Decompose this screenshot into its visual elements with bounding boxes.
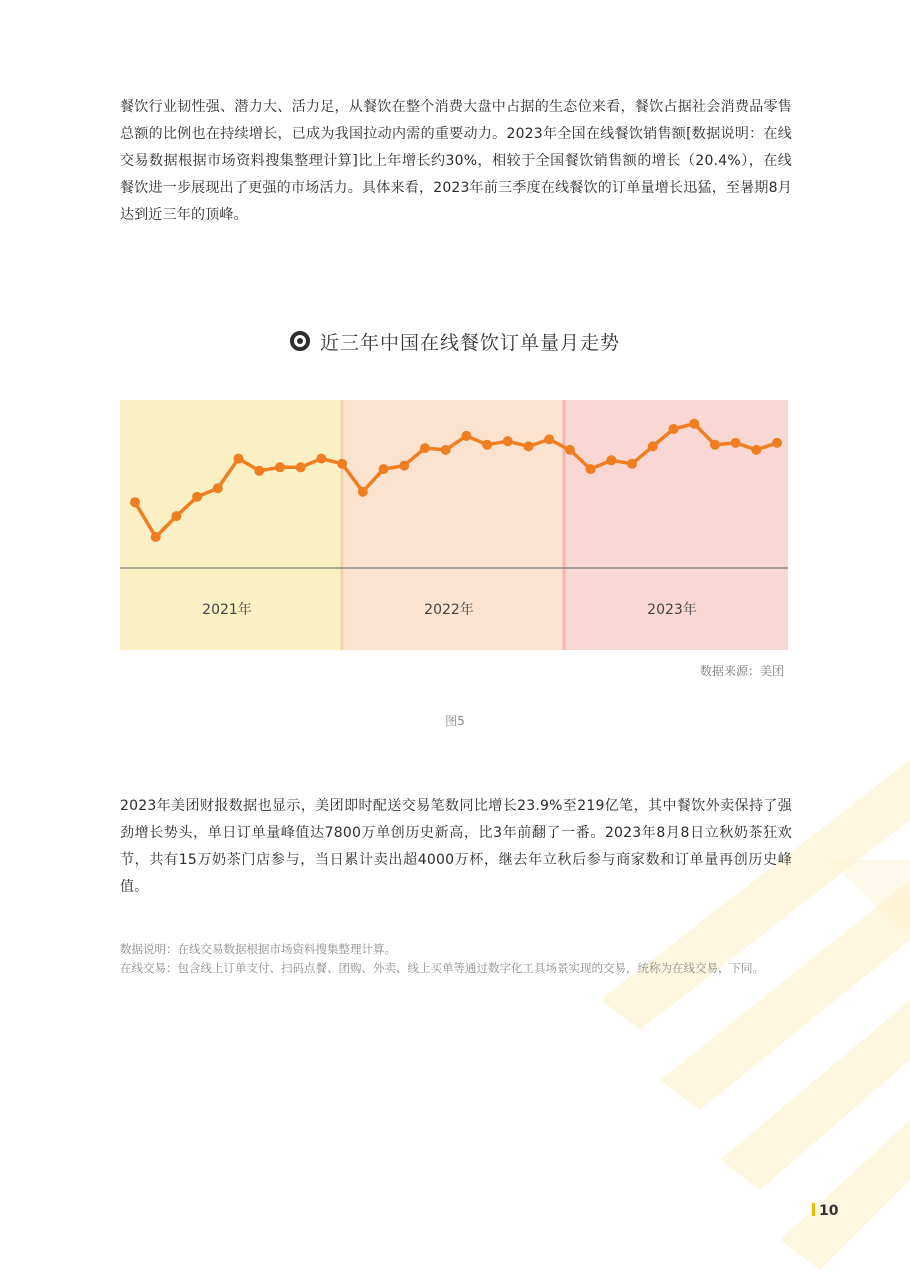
- data-point: [606, 455, 616, 465]
- chart-title-text: 近三年中国在线餐饮订单量月走势: [319, 332, 620, 354]
- data-point: [358, 487, 368, 497]
- data-point: [731, 438, 741, 448]
- data-point: [544, 434, 554, 444]
- data-point: [399, 461, 409, 471]
- data-point: [627, 459, 637, 469]
- data-point: [710, 440, 720, 450]
- footnote-online-transaction: 在线交易：包含线上订单支付、扫码点餐、团购、外卖、线上买单等通过数字化工具场景实现的交易，统称为在线交易，下同。: [120, 961, 764, 975]
- data-point: [130, 497, 140, 507]
- data-point: [689, 419, 699, 429]
- data-point: [751, 445, 761, 455]
- data-source: 数据来源：美团: [699, 664, 784, 678]
- year-label: 2021年: [202, 602, 252, 618]
- data-point: [254, 466, 264, 476]
- data-point: [441, 445, 451, 455]
- figure-caption: 图5: [445, 714, 465, 728]
- line-chart: [120, 400, 788, 650]
- data-point: [379, 464, 389, 474]
- data-point: [151, 532, 161, 542]
- footnotes: [120, 940, 792, 978]
- data-point: [171, 511, 181, 521]
- page-marker-icon: [812, 1203, 815, 1216]
- data-point: [234, 454, 244, 464]
- data-point: [420, 443, 430, 453]
- data-point: [772, 438, 782, 448]
- data-point: [565, 445, 575, 455]
- data-point: [648, 441, 658, 451]
- year-label: 2023年: [647, 602, 697, 618]
- target-icon: [290, 331, 310, 351]
- data-point: [275, 462, 285, 472]
- data-point: [192, 492, 202, 502]
- data-point: [669, 424, 679, 434]
- intro-paragraph: 餐饮行业韧性强、潜力大、活力足，从餐饮在整个消费大盘中占据的生态位来看，餐饮占据社会消费品零售总额的比例也在持续增长，已成为我国拉动内需的重要动力。2023年全国在线餐饮销售额[数据说明：在线交易数据根据市场资料搜集整理计算]比上年增长约30%，相较于全国餐饮销售额的增长（20.4%），在线餐饮进一步展现出了更强的市场活力。具体来看，2023年前三季度在线餐饮的订单量增长迅猛，至暑期8月达到近三年的顶峰。: [120, 99, 792, 223]
- page-number-text: 10: [819, 1203, 839, 1219]
- chart-title: [0, 328, 910, 355]
- data-point: [213, 483, 223, 493]
- data-point: [503, 436, 513, 446]
- year-label: 2022年: [424, 602, 474, 618]
- footnote-data-note: 数据说明：在线交易数据根据市场资料搜集整理计算。: [120, 942, 396, 956]
- data-point: [337, 459, 347, 469]
- page-number: [812, 1203, 838, 1219]
- data-point: [296, 462, 306, 472]
- data-point: [586, 464, 596, 474]
- meituan-paragraph: 2023年美团财报数据也显示，美团即时配送交易笔数同比增长23.9%至219亿笔，其中餐饮外卖保持了强劲增长势头，单日订单量峰值达7800万单创历史新高，比3年前翻了一番。2023年8月8日立秋奶茶狂欢节，共有15万奶茶门店参与，当日累计卖出超4000万杯，继去年立秋后参与商家数和订单量再创历史峰值。: [120, 798, 792, 895]
- data-point: [524, 441, 534, 451]
- data-point: [461, 431, 471, 441]
- data-point: [482, 440, 492, 450]
- data-point: [316, 454, 326, 464]
